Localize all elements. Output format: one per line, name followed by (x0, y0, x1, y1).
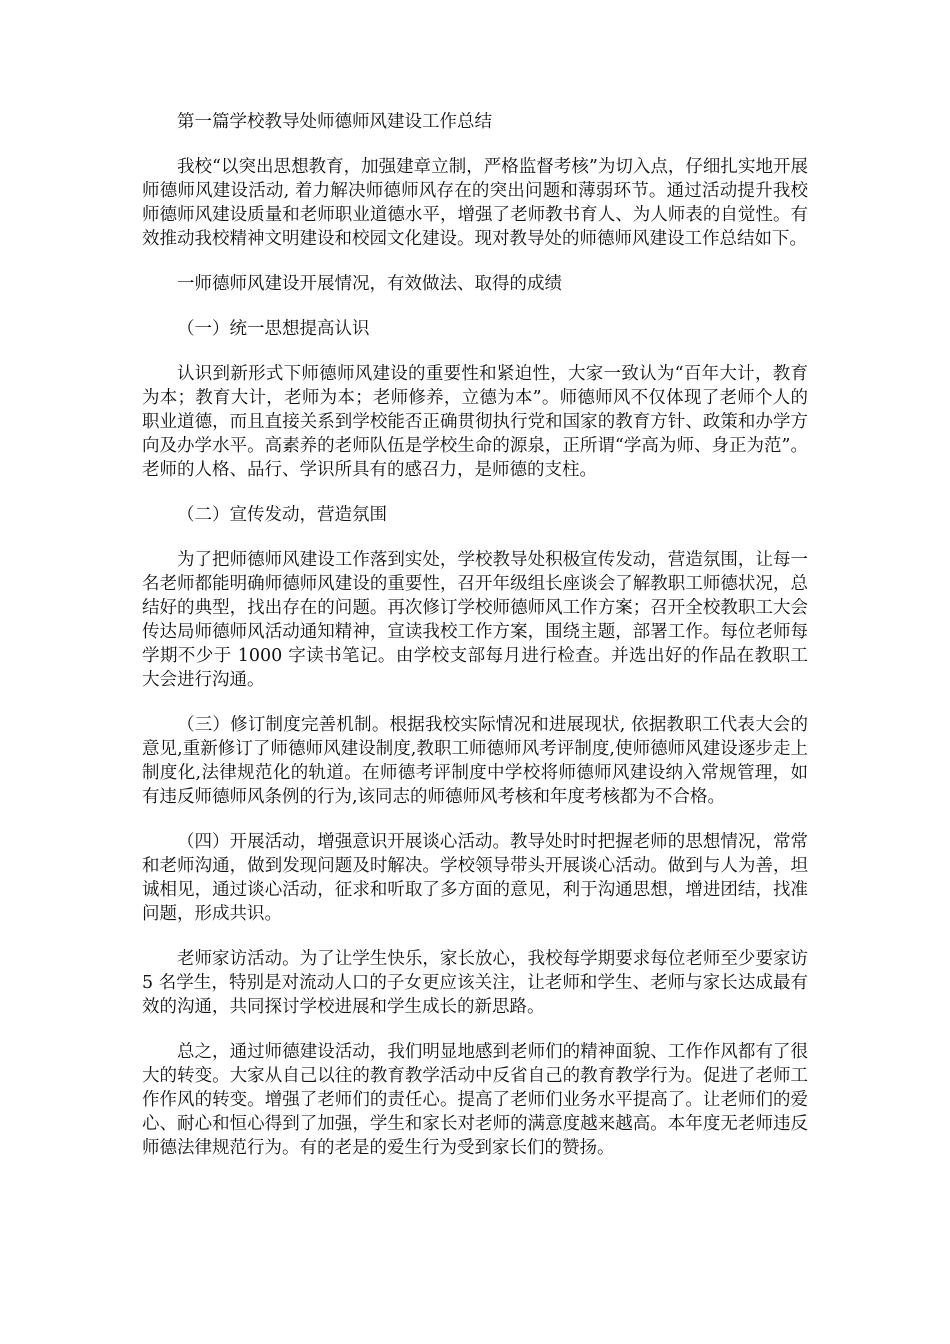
document-title: 第一篇学校教导处师德师风建设工作总结 (177, 112, 492, 132)
subsection-three-paragraph: （三）修订制度完善机制。根据我校实际情况和进展现状, 依据教职工代表大会的意见,重新修订了师德师风建设制度,教职工师德师风考评制度,使师德师风建设逐步走上制度化,法律规范化的轨道。在师德考评制度中学校将师德师风建设纳入常规管理，如有违反师德师风条例的行为,该同志的师德师风考核和年度考核都为不合格。 (142, 715, 808, 807)
subsection-two-paragraph: 为了把师德师风建设工作落到实处，学校教导处积极宣传发动，营造氛围，让每一名老师都能明确师德师风建设的重要性，召开年级组长座谈会了解教职工师德状况，总结好的典型，找出存在的问题。再次修订学校师德师风工作方案；召开全校教职工大会传达局师德师风活动通知精神，宣读我校工作方案，围绕主题，部署工作。每位老师每学期不少于 1000 字读书笔记。由学校支部每月进行检查。并选出好的作品在教职工大会进行沟通。 (142, 550, 808, 690)
section-one-heading: 一师德师风建设开展情况，有效做法、取得的成绩 (177, 274, 562, 294)
intro-paragraph: 我校“以突出思想教育，加强建章立制，严格监督考核”为切入点，仔细扎实地开展师德师风建设活动, 着力解决师德师风存在的突出问题和薄弱环节。通过活动提升我校师德师风建设质量和老师职业道德水平，增强了老师教书育人、为人师表的自觉性。有效推动我校精神文明建设和校园文化建设。现对教导处的师德师风建设工作总结如下。 (142, 157, 808, 249)
subsection-four-paragraph: （四）开展活动，增强意识开展谈心活动。教导处时时把握老师的思想情况，常常和老师沟通，做到发现问题及时解决。学校领导带头开展谈心活动。做到与人为善，坦诚相见，通过谈心活动，征求和听取了多方面的意见，利于沟通思想，增进团结，找准问题，形成共识。 (142, 832, 808, 924)
subsection-one-heading: （一）统一思想提高认识 (177, 319, 370, 339)
document-body (142, 110, 808, 1181)
subsection-one-paragraph: 认识到新形式下师德师风建设的重要性和紧迫性，大家一致认为“百年大计，教育为本；教育大计，老师为本；老师修养，立德为本”。师德师风不仅体现了老师个人的职业道德，而且直接关系到学校能否正确贯彻执行党和国家的教育方针、政策和办学方向及办学水平。高素养的老师队伍是学校生命的源泉，正所谓“学高为师、身正为范”。老师的人格、品行、学识所具有的感召力，是师德的支柱。 (142, 364, 808, 480)
conclusion-paragraph: 总之，通过师德建设活动，我们明显地感到老师们的精神面貌、工作作风都有了很大的转变。大家从自己以往的教育教学活动中反省自己的教育教学行为。促进了老师工作作风的转变。增强了老师们的责任心。提高了老师们业务水平提高了。让老师们的爱心、耐心和恒心得到了加强，学生和家长对老师的满意度越来越高。本年度无老师违反师德法律规范行为。有的老是的爱生行为受到家长们的赞扬。 (142, 1042, 808, 1158)
subsection-two-heading: （二）宣传发动，营造氛围 (177, 505, 387, 525)
home-visit-paragraph: 老师家访活动。为了让学生快乐，家长放心，我校每学期要求每位老师至少要家访 5 名学生，特别是对流动人口的子女更应该关注，让老师和学生、老师与家长达成最有效的沟通，共同探讨学校进展和学生成长的新思路。 (142, 949, 808, 1017)
